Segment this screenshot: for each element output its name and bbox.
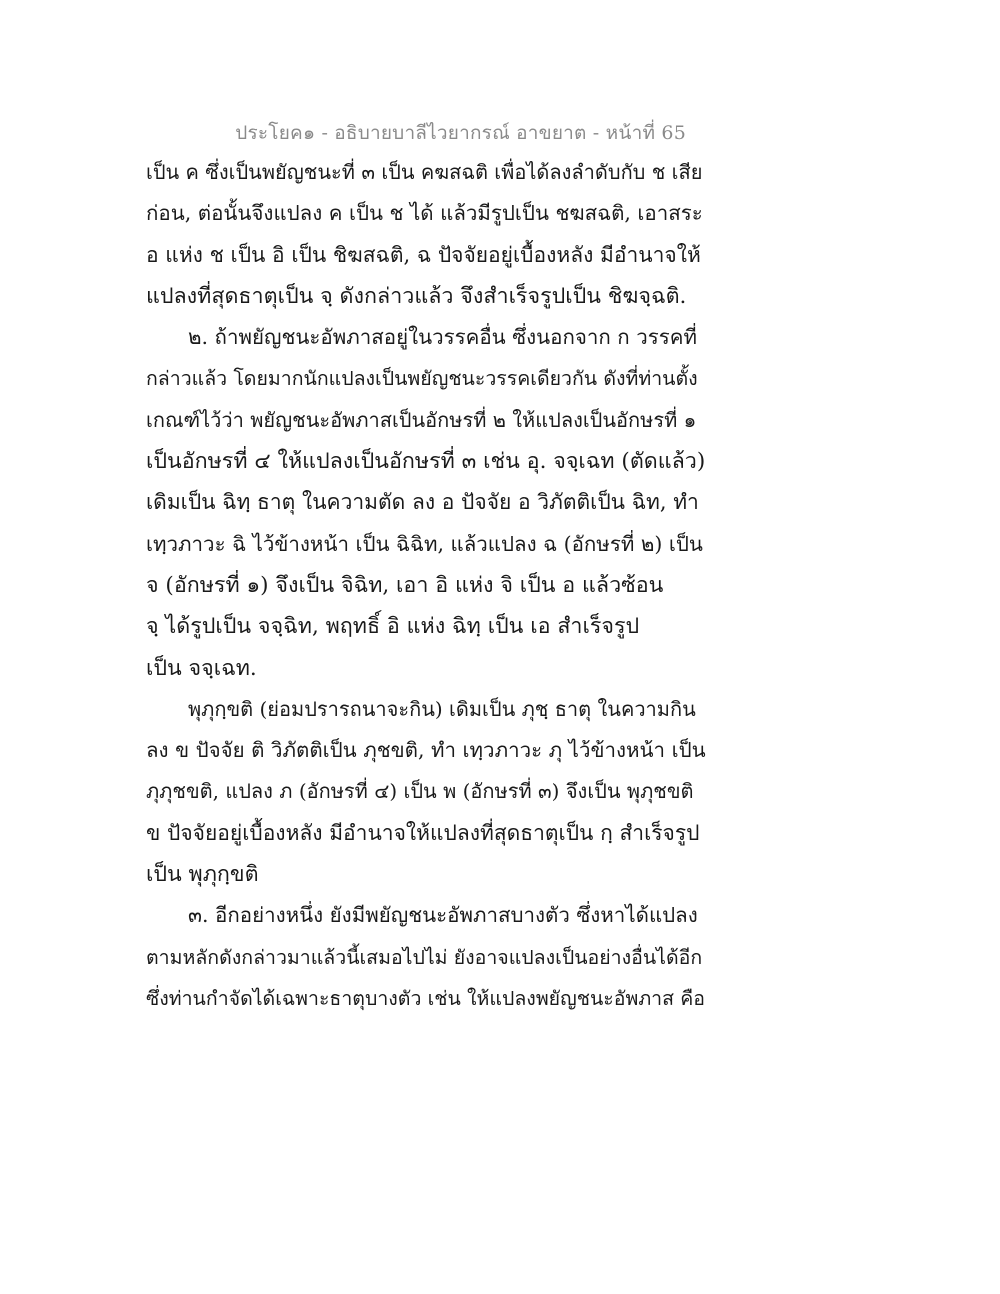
text-line: ก่อน, ต่อนั้นจึงแปลง ค เป็น ช ได้ แล้วมีรูปเป็น ชฆสฉติ, เอาสระ bbox=[146, 201, 703, 226]
text-line: เทฺวภาวะ ฉิ ไว้ข้างหน้า เป็น ฉิฉิท, แล้วแปลง ฉ (อักษรที่ ๒) เป็น bbox=[146, 531, 703, 556]
text-line: เป็น จจฺเฉท. bbox=[146, 655, 257, 681]
paragraph-start-line: ๓. อีกอย่างหนึ่ง ยังมีพยัญชนะอัพภาสบางตัว ซึ่งหาได้แปลง bbox=[188, 903, 698, 928]
text-line: กล่าวแล้ว โดยมากนักแปลงเป็นพยัญชนะวรรคเดียวกัน ดังที่ท่านตั้ง bbox=[146, 367, 698, 391]
paragraph-start-line: พุภุกฺขติ (ย่อมปรารถนาจะกิน) เดิมเป็น ภุชฺ ธาตุ ในความกิน bbox=[188, 696, 696, 721]
text-line: จฺ ได้รูปเป็น จจฺฉิท, พฤทธิ์ อิ แห่ง ฉิทฺ เป็น เอ สำเร็จรูป bbox=[146, 614, 640, 640]
text-line: ตามหลักดังกล่าวมาแล้วนี้เสมอไปไม่ ยังอาจแปลงเป็นอย่างอื่นได้อีก bbox=[146, 945, 703, 969]
running-header: ประโยค๑ - อธิบายบาลีไวยากรณ์ อาขยาต - หน้าที่ 65 bbox=[235, 122, 686, 144]
paragraph-start-line: ๒. ถ้าพยัญชนะอัพภาสอยู่ในวรรคอื่น ซึ่งนอกจาก ก วรรคที่ bbox=[188, 325, 697, 350]
text-line: ลง ข ปัจจัย ติ วิภัตติเป็น ภุชขติ, ทำ เทฺวภาวะ ภุ ไว้ข้างหน้า เป็น bbox=[146, 738, 706, 763]
text-line: อ แห่ง ช เป็น อิ เป็น ชิฆสฉติ, ฉ ปัจจัยอยู่เบื้องหลัง มีอำนาจให้ bbox=[146, 242, 701, 267]
text-line: จ (อักษรที่ ๑) จึงเป็น จิฉิท, เอา อิ แห่ง จิ เป็น อ แล้วซ้อน bbox=[146, 572, 664, 598]
text-line: เกณฑ์ไว้ว่า พยัญชนะอัพภาสเป็นอักษรที่ ๒ ให้แปลงเป็นอักษรที่ ๑ bbox=[146, 407, 697, 432]
text-line: แปลงที่สุดธาตุเป็น จฺ ดังกล่าวแล้ว จึงสำเร็จรูปเป็น ชิฆจฺฉติ. bbox=[146, 283, 687, 309]
text-line: เป็น พุภุกฺขติ bbox=[146, 862, 259, 888]
text-line: เป็น ค ซึ่งเป็นพยัญชนะที่ ๓ เป็น คฆสฉติ เพื่อได้ลงลำดับกับ ช เสีย bbox=[146, 160, 703, 184]
body-text bbox=[146, 152, 706, 1019]
text-line: ภุภุชขติ, แปลง ภ (อักษรที่ ๔) เป็น พ (อักษรที่ ๓) จึงเป็น พุภุชขติ bbox=[146, 779, 694, 804]
text-line: ซึ่งท่านกำจัดได้เฉพาะธาตุบางตัว เช่น ให้แปลงพยัญชนะอัพภาส คือ bbox=[146, 986, 705, 1010]
text-line: ข ปัจจัยอยู่เบื้องหลัง มีอำนาจให้แปลงที่สุดธาตุเป็น กฺ สำเร็จรูป bbox=[146, 820, 700, 845]
text-line: เป็นอักษรที่ ๔ ให้แปลงเป็นอักษรที่ ๓ เช่น อุ. จจฺเฉท (ตัดแล้ว) bbox=[146, 449, 706, 475]
text-line: เดิมเป็น ฉิทฺ ธาตุ ในความตัด ลง อ ปัจจัย อ วิภัตติเป็น ฉิท, ทำ bbox=[146, 490, 699, 515]
